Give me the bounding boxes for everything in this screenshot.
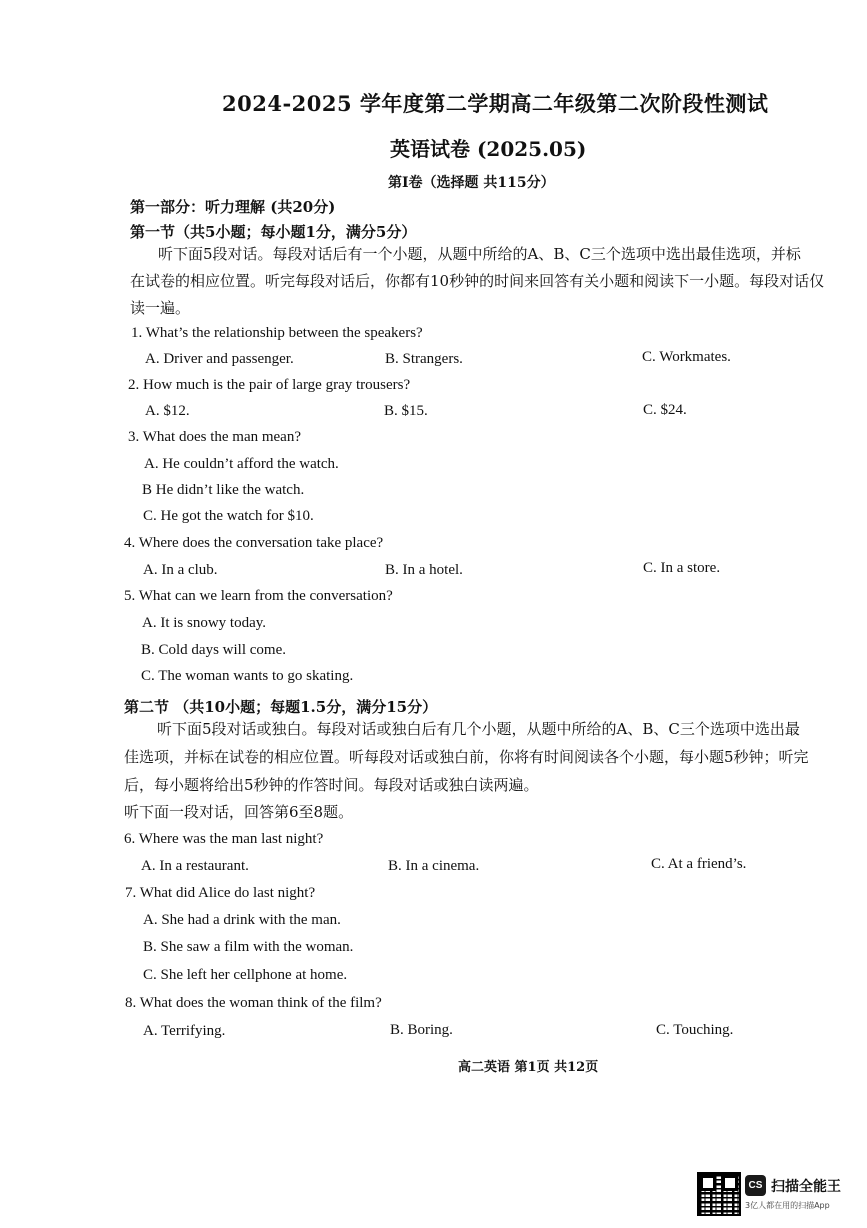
option-b: B He didn’t like the watch. [142,482,305,498]
option-a: A. In a restaurant. [141,858,249,874]
option-a: A. She had a drink with the man. [143,912,341,928]
page-footer: 高二英语 第1页 共12页 [458,1060,599,1075]
question-stem: 6. Where was the man last night? [124,831,324,847]
section1-instruction-line: 在试卷的相应位置。听完每段对话后，你都有10秒钟的时间来回答有关小题和阅读下一小题。每段对话仅 [130,272,825,290]
option-c: C. $24. [643,402,687,418]
section2-lead: 听下面一段对话，回答第6至8题。 [124,803,354,821]
section1-heading: 第一节（共5小题；每小题1分，满分5分） [130,223,417,241]
section2-instruction-line: 佳选项，并标在试卷的相应位置。听每段对话或独白前，你将有时间阅读各个小题，每小题5秒钟；听完 [124,748,809,766]
section2-heading: 第二节 （共10小题；每题1.5分，满分15分） [124,698,438,716]
qr-code-icon [697,1172,741,1216]
question-stem: 8. What does the woman think of the film? [125,995,382,1011]
question-stem: 1. What’s the relationship between the speakers? [131,325,423,341]
option-c: C. In a store. [643,560,721,576]
option-a: A. Driver and passenger. [145,351,294,367]
exam-title: 2024-2025 学年度第二学期高二年级第二次阶段性测试 [222,91,769,116]
question-stem: 7. What did Alice do last night? [125,885,316,901]
option-a: A. In a club. [143,562,218,578]
option-b: B. In a hotel. [385,562,463,578]
section1-instruction-line: 听下面5段对话。每段对话后有一个小题，从题中所给的A、B、C三个选项中选出最佳选项，并标 [158,245,801,263]
part1-heading: 第一部分：听力理解 (共20分) [130,198,336,216]
camscanner-logo: CS [745,1175,766,1196]
option-c: C. Workmates. [642,349,731,365]
option-b: B. $15. [384,403,428,419]
section1-instruction-line: 读一遍。 [130,299,191,317]
option-b: B. Strangers. [385,351,463,367]
option-a: A. Terrifying. [143,1023,226,1039]
question-stem: 3. What does the man mean? [128,429,301,445]
option-c: C. He got the watch for $10. [143,508,314,524]
option-a: A. It is snowy today. [142,615,267,631]
option-c: C. The woman wants to go skating. [141,668,354,684]
paper-label: 第Ⅰ卷（选择题 共115分） [388,175,555,191]
question-stem: 2. How much is the pair of large gray trousers? [128,377,411,393]
question-stem: 4. Where does the conversation take place? [124,535,384,551]
option-a: A. $12. [145,403,190,419]
section2-instruction-line: 听下面5段对话或独白。每段对话或独白后有几个小题，从题中所给的A、B、C三个选项中选出最 [157,720,800,738]
option-b: B. Cold days will come. [141,642,286,658]
option-c: C. She left her cellphone at home. [143,967,348,983]
scanner-tagline: 3亿人都在用的扫描App [745,1201,830,1210]
option-a: A. He couldn’t afford the watch. [144,456,339,472]
option-b: B. Boring. [390,1022,453,1038]
option-c: C. Touching. [656,1022,734,1038]
section2-instruction-line: 后，每小题将给出5秒钟的作答时间。每段对话或独白读两遍。 [124,776,539,794]
option-b: B. She saw a film with the woman. [143,939,354,955]
option-c: C. At a friend’s. [651,856,747,872]
option-b: B. In a cinema. [388,858,480,874]
question-stem: 5. What can we learn from the conversation? [124,588,393,604]
exam-subtitle: 英语试卷 (2025.05) [390,137,587,161]
scanner-brand: 扫描全能王 [771,1179,841,1195]
